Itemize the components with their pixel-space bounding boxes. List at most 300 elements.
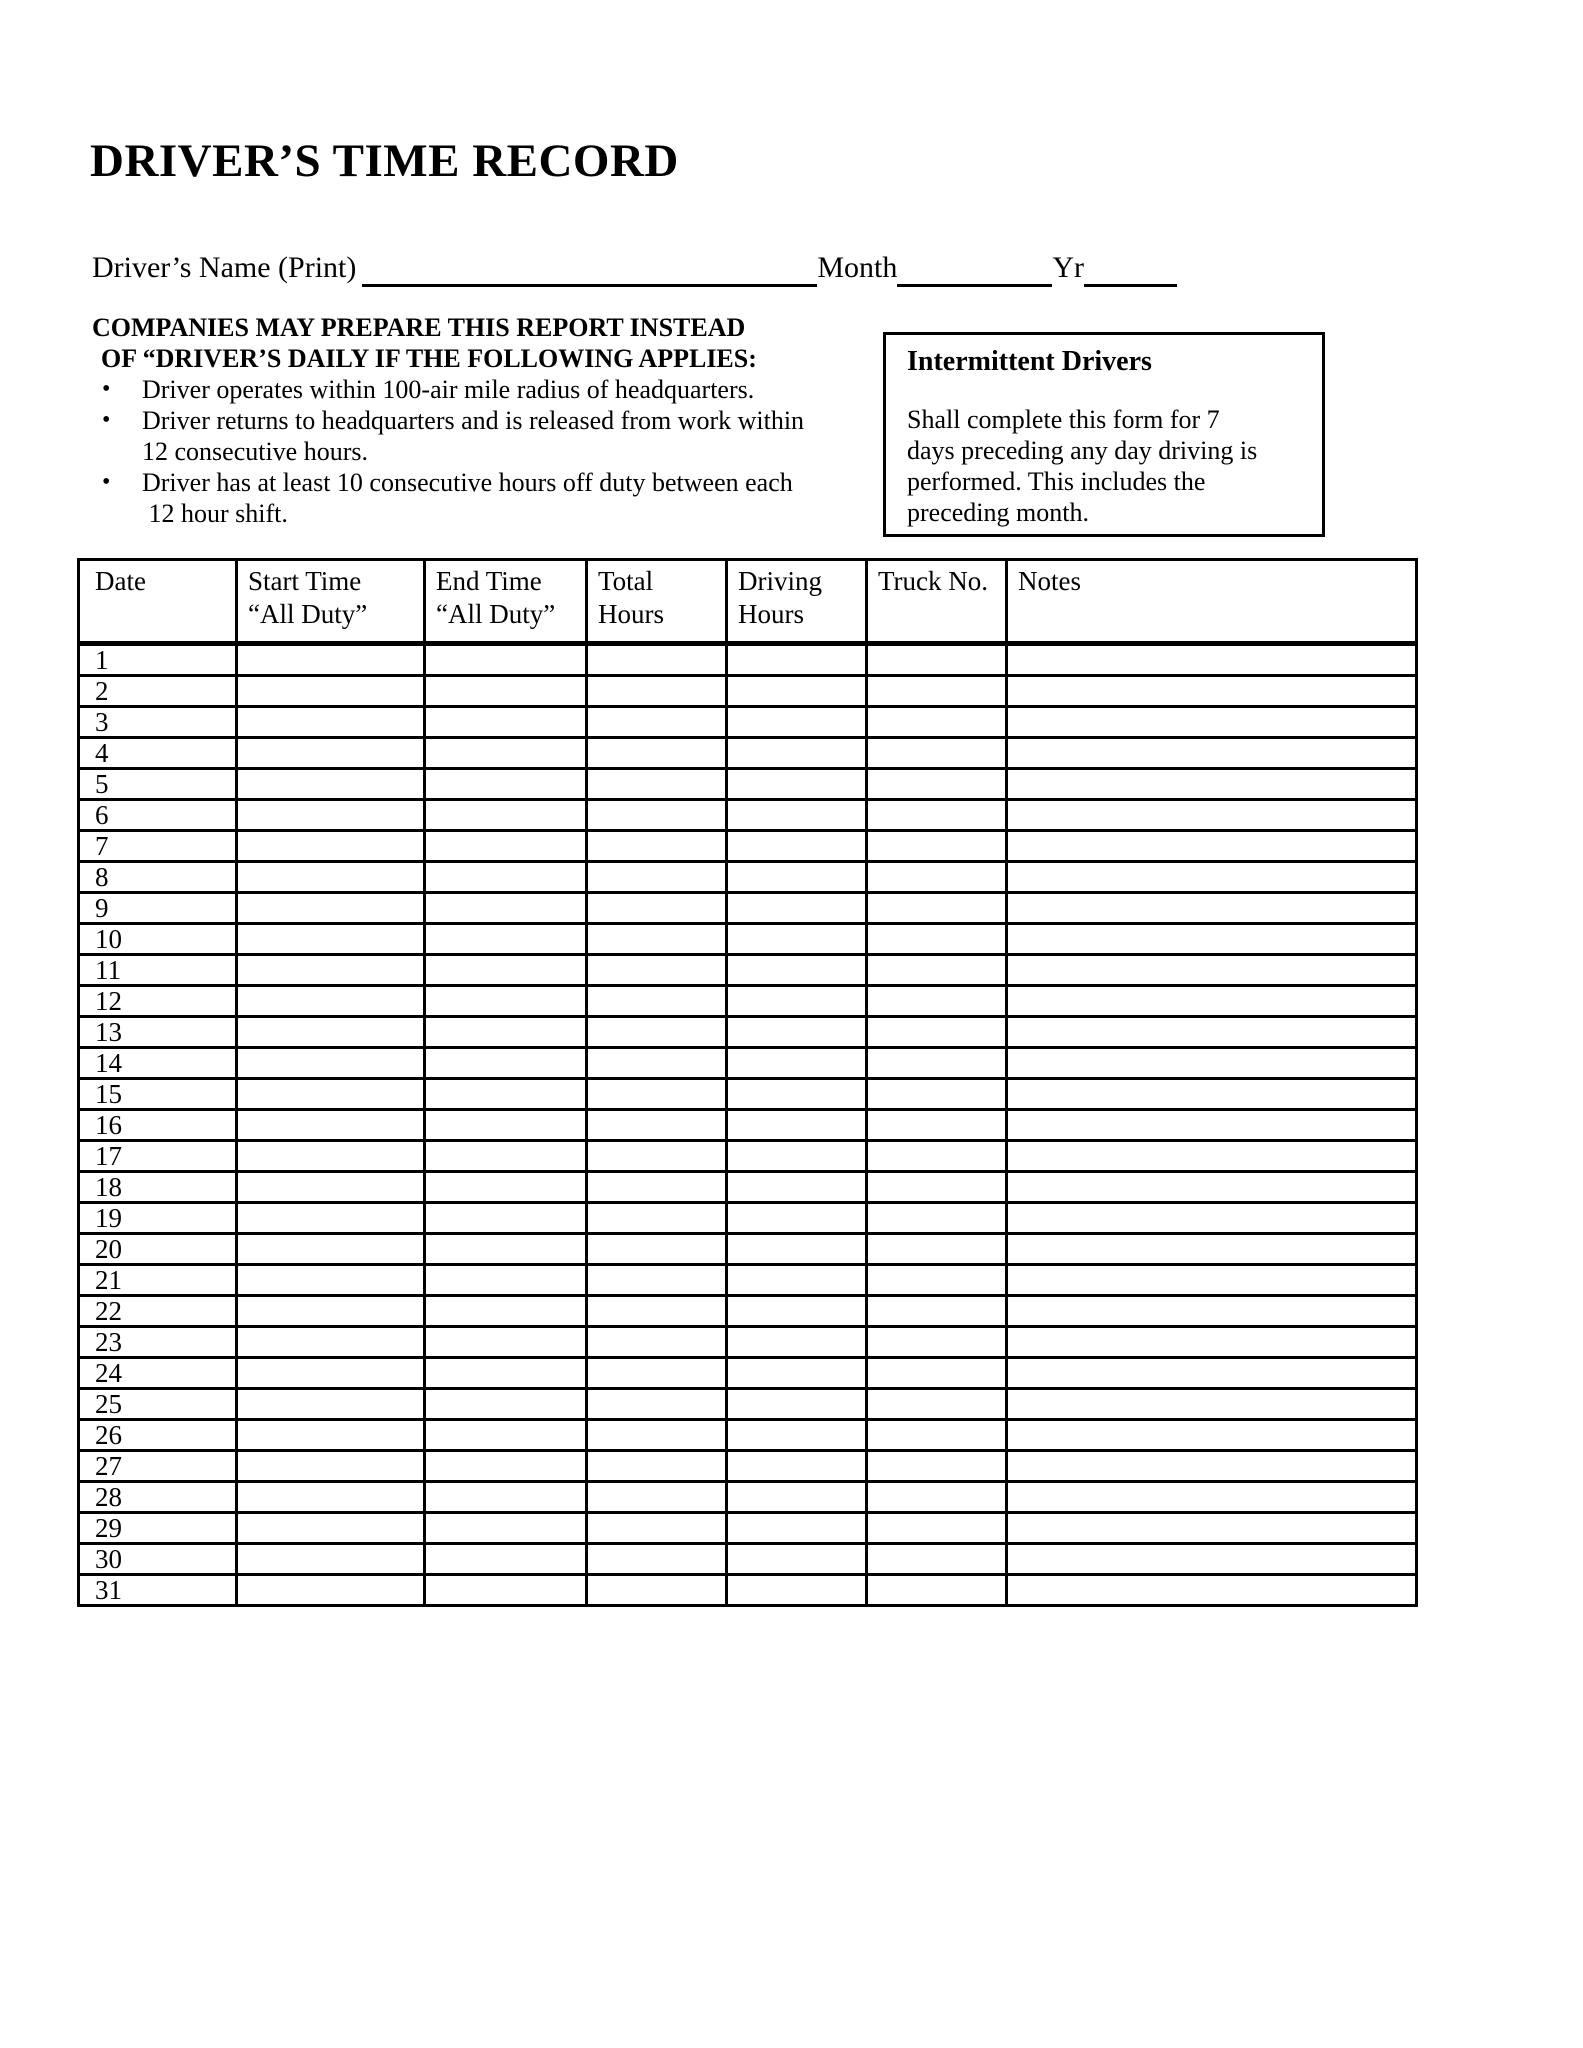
eligibility-heading-line1: COMPANIES MAY PREPARE THIS REPORT INSTEAD: [92, 313, 746, 342]
bullet-item: [92, 405, 892, 467]
entry-cell[interactable]: [237, 1172, 425, 1203]
entry-cell[interactable]: [237, 893, 425, 924]
entry-cell[interactable]: [237, 1420, 425, 1451]
bullet-item: [92, 467, 892, 529]
entry-cell[interactable]: [867, 1048, 1007, 1079]
entry-cell[interactable]: [727, 1544, 867, 1575]
entry-cell[interactable]: [425, 1482, 587, 1513]
entry-cell[interactable]: [1007, 1234, 1417, 1265]
entry-cell[interactable]: [237, 1234, 425, 1265]
entry-cell[interactable]: [237, 986, 425, 1017]
entry-cell[interactable]: [1007, 862, 1417, 893]
table-row: [79, 1420, 1417, 1451]
date-cell: 2: [79, 676, 237, 707]
date-cell: 31: [79, 1575, 237, 1606]
entry-cell[interactable]: [867, 1327, 1007, 1358]
entry-cell[interactable]: [1007, 676, 1417, 707]
entry-cell[interactable]: [727, 676, 867, 707]
entry-cell[interactable]: [727, 1513, 867, 1544]
entry-cell[interactable]: [727, 893, 867, 924]
table-row: [79, 1544, 1417, 1575]
entry-cell[interactable]: [237, 1141, 425, 1172]
entry-cell[interactable]: [867, 769, 1007, 800]
column-header: [237, 560, 425, 644]
entry-cell[interactable]: [867, 707, 1007, 738]
entry-cell[interactable]: [1007, 1389, 1417, 1420]
entry-cell[interactable]: [1007, 1172, 1417, 1203]
date-cell: 7: [79, 831, 237, 862]
entry-cell[interactable]: [237, 1513, 425, 1544]
entry-cell[interactable]: [237, 1358, 425, 1389]
page-title: DRIVER’S TIME RECORD: [90, 135, 679, 187]
entry-cell[interactable]: [587, 1265, 727, 1296]
date-cell: 28: [79, 1482, 237, 1513]
entry-cell[interactable]: [425, 862, 587, 893]
entry-cell[interactable]: [867, 1451, 1007, 1482]
entry-cell[interactable]: [425, 1141, 587, 1172]
entry-cell[interactable]: [237, 1048, 425, 1079]
entry-cell[interactable]: [425, 769, 587, 800]
entry-cell[interactable]: [425, 1544, 587, 1575]
entry-cell[interactable]: [1007, 1544, 1417, 1575]
table-row: [79, 1513, 1417, 1544]
intermittent-drivers-title: Intermittent Drivers: [907, 346, 1152, 377]
entry-cell[interactable]: [1007, 800, 1417, 831]
entry-cell[interactable]: [587, 707, 727, 738]
entry-cell[interactable]: [867, 1389, 1007, 1420]
date-cell: 29: [79, 1513, 237, 1544]
column-header-line1: End Time: [436, 566, 542, 596]
entry-cell[interactable]: [237, 769, 425, 800]
entry-cell[interactable]: [587, 1296, 727, 1327]
entry-cell[interactable]: [425, 1575, 587, 1606]
entry-cell[interactable]: [867, 1141, 1007, 1172]
entry-cell[interactable]: [425, 644, 587, 676]
entry-cell[interactable]: [867, 1544, 1007, 1575]
entry-cell[interactable]: [425, 986, 587, 1017]
entry-cell[interactable]: [867, 1265, 1007, 1296]
table-row: [79, 738, 1417, 769]
date-cell: 16: [79, 1110, 237, 1141]
table-row: [79, 831, 1417, 862]
table-row: [79, 1358, 1417, 1389]
entry-cell[interactable]: [867, 831, 1007, 862]
entry-cell[interactable]: [727, 800, 867, 831]
column-header-line1: Truck No.: [878, 566, 989, 596]
table-row: [79, 644, 1417, 676]
entry-cell[interactable]: [425, 1358, 587, 1389]
date-cell: 26: [79, 1420, 237, 1451]
date-cell: 18: [79, 1172, 237, 1203]
driver-name-blank-field[interactable]: [362, 284, 817, 287]
entry-cell[interactable]: [587, 1048, 727, 1079]
entry-cell[interactable]: [727, 1265, 867, 1296]
entry-cell[interactable]: [727, 1296, 867, 1327]
entry-cell[interactable]: [587, 1513, 727, 1544]
entry-cell[interactable]: [425, 924, 587, 955]
entry-cell[interactable]: [727, 1203, 867, 1234]
entry-cell[interactable]: [727, 1482, 867, 1513]
entry-cell[interactable]: [237, 707, 425, 738]
entry-cell[interactable]: [727, 1172, 867, 1203]
entry-cell[interactable]: [587, 1575, 727, 1606]
entry-cell[interactable]: [237, 738, 425, 769]
entry-cell[interactable]: [237, 800, 425, 831]
table-row: [79, 1017, 1417, 1048]
entry-cell[interactable]: [727, 1358, 867, 1389]
entry-cell[interactable]: [727, 707, 867, 738]
table-row: [79, 1296, 1417, 1327]
entry-cell[interactable]: [587, 1482, 727, 1513]
date-cell: 13: [79, 1017, 237, 1048]
entry-cell[interactable]: [727, 986, 867, 1017]
time-record-table: [77, 558, 1418, 1607]
bullet-icon: •: [102, 376, 111, 402]
entry-cell[interactable]: [1007, 1327, 1417, 1358]
entry-cell[interactable]: [1007, 1575, 1417, 1606]
table-row: [79, 893, 1417, 924]
entry-cell[interactable]: [867, 1513, 1007, 1544]
entry-cell[interactable]: [727, 1048, 867, 1079]
eligibility-heading-line2: OF “DRIVER’S DAILY IF THE FOLLOWING APPLIES:: [101, 344, 757, 373]
entry-cell[interactable]: [867, 893, 1007, 924]
date-cell: 6: [79, 800, 237, 831]
table-row: [79, 1079, 1417, 1110]
entry-cell[interactable]: [1007, 986, 1417, 1017]
entry-cell[interactable]: [587, 676, 727, 707]
date-cell: 9: [79, 893, 237, 924]
entry-cell[interactable]: [727, 1017, 867, 1048]
entry-cell[interactable]: [237, 1017, 425, 1048]
bullet-icon: •: [102, 407, 111, 433]
driver-name-label: Driver’s Name (Print): [92, 251, 357, 284]
entry-cell[interactable]: [867, 676, 1007, 707]
entry-cell[interactable]: [727, 1575, 867, 1606]
table-row: [79, 707, 1417, 738]
date-cell: 15: [79, 1079, 237, 1110]
date-cell: 14: [79, 1048, 237, 1079]
entry-cell[interactable]: [727, 862, 867, 893]
entry-cell[interactable]: [1007, 1079, 1417, 1110]
table-body: [79, 644, 1417, 1606]
entry-cell[interactable]: [425, 831, 587, 862]
entry-cell[interactable]: [425, 1420, 587, 1451]
table-row: [79, 1389, 1417, 1420]
yr-blank-field[interactable]: [1084, 284, 1177, 287]
entry-cell[interactable]: [727, 644, 867, 676]
entry-cell[interactable]: [425, 1172, 587, 1203]
entry-cell[interactable]: [1007, 1358, 1417, 1389]
table-row: [79, 924, 1417, 955]
table-row: [79, 955, 1417, 986]
entry-cell[interactable]: [1007, 769, 1417, 800]
date-cell: 4: [79, 738, 237, 769]
entry-cell[interactable]: [587, 1420, 727, 1451]
column-header-line2: “All Duty”: [436, 599, 556, 629]
date-cell: 1: [79, 644, 237, 676]
entry-cell[interactable]: [587, 1389, 727, 1420]
entry-cell[interactable]: [1007, 1513, 1417, 1544]
entry-cell[interactable]: [237, 1110, 425, 1141]
column-header-line2: Hours: [738, 599, 804, 629]
entry-cell[interactable]: [1007, 1265, 1417, 1296]
table-row: [79, 862, 1417, 893]
entry-cell[interactable]: [1007, 707, 1417, 738]
entry-cell[interactable]: [727, 1451, 867, 1482]
date-cell: 25: [79, 1389, 237, 1420]
table-row: [79, 1048, 1417, 1079]
date-cell: 17: [79, 1141, 237, 1172]
entry-cell[interactable]: [237, 955, 425, 986]
table-row: [79, 1234, 1417, 1265]
entry-cell[interactable]: [587, 1079, 727, 1110]
bullet-item: [92, 374, 892, 405]
column-header-line2: Hours: [598, 599, 664, 629]
entry-cell[interactable]: [237, 1389, 425, 1420]
column-header: [1007, 560, 1417, 644]
entry-cell[interactable]: [727, 1110, 867, 1141]
column-header: [425, 560, 587, 644]
entry-cell[interactable]: [425, 1079, 587, 1110]
entry-cell[interactable]: [237, 644, 425, 676]
intermittent-drivers-text: [907, 404, 1308, 528]
entry-cell[interactable]: [237, 862, 425, 893]
entry-cell[interactable]: [1007, 831, 1417, 862]
entry-cell[interactable]: [867, 955, 1007, 986]
entry-cell[interactable]: [727, 738, 867, 769]
entry-cell[interactable]: [727, 955, 867, 986]
entry-cell[interactable]: [425, 738, 587, 769]
bullet-line: Driver operates within 100-air mile radius of headquarters.: [142, 375, 755, 404]
entry-cell[interactable]: [867, 1358, 1007, 1389]
eligibility-bullets: [92, 374, 892, 529]
bullet-line: 12 consecutive hours.: [142, 437, 369, 466]
entry-cell[interactable]: [867, 1172, 1007, 1203]
entry-cell[interactable]: [425, 893, 587, 924]
table-row: [79, 1110, 1417, 1141]
table-header-row: [79, 560, 1417, 644]
entry-cell[interactable]: [237, 1451, 425, 1482]
date-cell: 11: [79, 955, 237, 986]
date-cell: 24: [79, 1358, 237, 1389]
entry-cell[interactable]: [867, 1296, 1007, 1327]
date-cell: 19: [79, 1203, 237, 1234]
entry-cell[interactable]: [587, 1544, 727, 1575]
entry-cell[interactable]: [1007, 893, 1417, 924]
column-header-line1: Start Time: [248, 566, 362, 596]
entry-cell[interactable]: [237, 676, 425, 707]
entry-cell[interactable]: [237, 1203, 425, 1234]
bullet-line: Driver has at least 10 consecutive hours off duty between each: [142, 468, 793, 497]
entry-cell[interactable]: [425, 1265, 587, 1296]
intermittent-line: preceding month.: [907, 498, 1089, 527]
entry-cell[interactable]: [587, 1358, 727, 1389]
entry-cell[interactable]: [587, 986, 727, 1017]
table-row: [79, 1141, 1417, 1172]
entry-cell[interactable]: [867, 1482, 1007, 1513]
entry-cell[interactable]: [587, 644, 727, 676]
date-cell: 5: [79, 769, 237, 800]
entry-cell[interactable]: [1007, 1451, 1417, 1482]
entry-cell[interactable]: [237, 1482, 425, 1513]
table-row: [79, 769, 1417, 800]
entry-cell[interactable]: [425, 1451, 587, 1482]
entry-cell[interactable]: [1007, 1296, 1417, 1327]
column-header: [727, 560, 867, 644]
entry-cell[interactable]: [425, 955, 587, 986]
eligibility-heading: [92, 312, 892, 374]
entry-cell[interactable]: [237, 1327, 425, 1358]
table-row: [79, 800, 1417, 831]
date-cell: 12: [79, 986, 237, 1017]
entry-cell[interactable]: [237, 1079, 425, 1110]
bullet-line: Driver returns to headquarters and is released from work within: [142, 406, 805, 435]
driver-name-line: [92, 248, 1177, 288]
column-header-line1: Date: [95, 566, 146, 596]
column-header: [587, 560, 727, 644]
intermittent-line: performed. This includes the: [907, 467, 1206, 496]
entry-cell[interactable]: [237, 1575, 425, 1606]
month-label: Month: [817, 251, 898, 284]
table-row: [79, 676, 1417, 707]
entry-cell[interactable]: [587, 738, 727, 769]
table-row: [79, 1327, 1417, 1358]
date-cell: 20: [79, 1234, 237, 1265]
column-header-line1: Total: [598, 566, 654, 596]
bullet-line: 12 hour shift.: [142, 499, 288, 528]
entry-cell[interactable]: [587, 862, 727, 893]
column-header: [79, 560, 237, 644]
date-cell: 3: [79, 707, 237, 738]
entry-cell[interactable]: [587, 1172, 727, 1203]
date-cell: 10: [79, 924, 237, 955]
entry-cell[interactable]: [867, 1017, 1007, 1048]
entry-cell[interactable]: [587, 1327, 727, 1358]
entry-cell[interactable]: [727, 1420, 867, 1451]
column-header: [867, 560, 1007, 644]
entry-cell[interactable]: [425, 1110, 587, 1141]
entry-cell[interactable]: [727, 769, 867, 800]
date-cell: 21: [79, 1265, 237, 1296]
table-row: [79, 1482, 1417, 1513]
entry-cell[interactable]: [425, 800, 587, 831]
entry-cell[interactable]: [867, 862, 1007, 893]
table-row: [79, 1265, 1417, 1296]
entry-cell[interactable]: [425, 676, 587, 707]
entry-cell[interactable]: [1007, 1482, 1417, 1513]
table-row: [79, 1575, 1417, 1606]
entry-cell[interactable]: [425, 1513, 587, 1544]
entry-cell[interactable]: [237, 831, 425, 862]
table-row: [79, 1203, 1417, 1234]
entry-cell[interactable]: [425, 1017, 587, 1048]
entry-cell[interactable]: [587, 893, 727, 924]
entry-cell[interactable]: [1007, 1420, 1417, 1451]
entry-cell[interactable]: [727, 1234, 867, 1265]
entry-cell[interactable]: [425, 1389, 587, 1420]
bullet-icon: •: [102, 469, 111, 495]
entry-cell[interactable]: [587, 1110, 727, 1141]
entry-cell[interactable]: [867, 1203, 1007, 1234]
eligibility-section: [92, 312, 892, 529]
entry-cell[interactable]: [587, 1451, 727, 1482]
entry-cell[interactable]: [587, 924, 727, 955]
entry-cell[interactable]: [867, 1234, 1007, 1265]
entry-cell[interactable]: [237, 1296, 425, 1327]
date-cell: 23: [79, 1327, 237, 1358]
entry-cell[interactable]: [587, 1234, 727, 1265]
entry-cell[interactable]: [425, 1296, 587, 1327]
column-header-line1: Driving: [738, 566, 822, 596]
table-row: [79, 1451, 1417, 1482]
entry-cell[interactable]: [1007, 1017, 1417, 1048]
entry-cell[interactable]: [867, 738, 1007, 769]
entry-cell[interactable]: [587, 831, 727, 862]
table-row: [79, 986, 1417, 1017]
entry-cell[interactable]: [1007, 1203, 1417, 1234]
entry-cell[interactable]: [867, 924, 1007, 955]
month-blank-field[interactable]: [897, 284, 1052, 287]
entry-cell[interactable]: [727, 1141, 867, 1172]
table-row: [79, 1172, 1417, 1203]
date-cell: 22: [79, 1296, 237, 1327]
entry-cell[interactable]: [587, 1017, 727, 1048]
entry-cell[interactable]: [587, 1203, 727, 1234]
yr-label: Yr: [1052, 251, 1085, 284]
entry-cell[interactable]: [727, 1389, 867, 1420]
entry-cell[interactable]: [727, 1327, 867, 1358]
entry-cell[interactable]: [425, 1048, 587, 1079]
entry-cell[interactable]: [1007, 644, 1417, 676]
column-header-line1: Notes: [1018, 566, 1081, 596]
entry-cell[interactable]: [1007, 1110, 1417, 1141]
entry-cell[interactable]: [867, 644, 1007, 676]
entry-cell[interactable]: [867, 1079, 1007, 1110]
entry-cell[interactable]: [587, 769, 727, 800]
date-cell: 30: [79, 1544, 237, 1575]
entry-cell[interactable]: [1007, 924, 1417, 955]
entry-cell[interactable]: [237, 1265, 425, 1296]
entry-cell[interactable]: [425, 1234, 587, 1265]
intermittent-drivers-box: [883, 332, 1325, 537]
entry-cell[interactable]: [1007, 1141, 1417, 1172]
entry-cell[interactable]: [867, 1420, 1007, 1451]
date-cell: 8: [79, 862, 237, 893]
entry-cell[interactable]: [727, 1079, 867, 1110]
entry-cell[interactable]: [587, 1141, 727, 1172]
entry-cell[interactable]: [587, 955, 727, 986]
intermittent-line: days preceding any day driving is: [907, 436, 1258, 465]
entry-cell[interactable]: [1007, 955, 1417, 986]
column-header-line2: “All Duty”: [248, 599, 368, 629]
entry-cell[interactable]: [587, 800, 727, 831]
entry-cell[interactable]: [727, 924, 867, 955]
entry-cell[interactable]: [237, 924, 425, 955]
entry-cell[interactable]: [425, 1203, 587, 1234]
entry-cell[interactable]: [1007, 1048, 1417, 1079]
entry-cell[interactable]: [867, 986, 1007, 1017]
date-cell: 27: [79, 1451, 237, 1482]
entry-cell[interactable]: [1007, 738, 1417, 769]
entry-cell[interactable]: [867, 1575, 1007, 1606]
entry-cell[interactable]: [727, 831, 867, 862]
entry-cell[interactable]: [867, 1110, 1007, 1141]
entry-cell[interactable]: [425, 1327, 587, 1358]
entry-cell[interactable]: [867, 800, 1007, 831]
intermittent-line: Shall complete this form for 7: [907, 405, 1220, 434]
entry-cell[interactable]: [425, 707, 587, 738]
entry-cell[interactable]: [237, 1544, 425, 1575]
